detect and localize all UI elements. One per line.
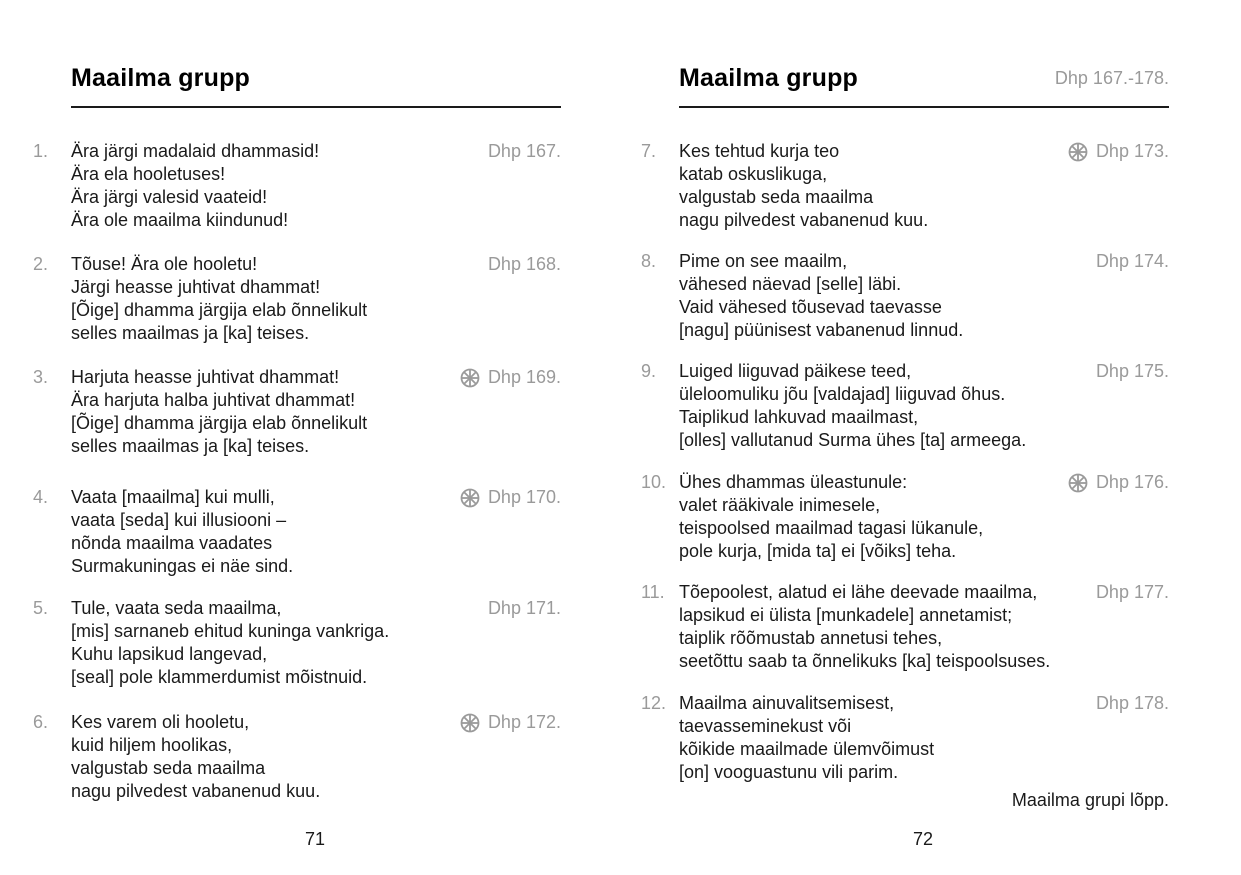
verse-line: Kes tehtud kurja teo xyxy=(679,141,840,161)
verse-number: 7. xyxy=(641,141,657,161)
verse-line: kõikide maailmade ülemvõimust xyxy=(679,739,935,759)
verse-line: Tule, vaata seda maailma, xyxy=(71,598,282,618)
verse-line: Harjuta heasse juhtivat dhammat! xyxy=(71,367,340,387)
verse-line: kuid hiljem hoolikas, xyxy=(71,735,233,755)
verse-text xyxy=(71,140,319,232)
verse-line: nagu pilvedest vabanenud kuu. xyxy=(71,781,321,801)
verse-text xyxy=(679,581,1050,673)
verse-reference xyxy=(1096,250,1169,273)
verse-line: üleloomuliku jõu [valdajad] liiguvad õhus. xyxy=(679,384,1006,404)
verse-text xyxy=(679,360,1026,452)
verse-line: Ära ole maailma kiindunud! xyxy=(71,210,289,230)
verse-number: 12. xyxy=(641,693,667,713)
page-title: Maailma grupp xyxy=(679,64,859,92)
verse-line: nagu pilvedest vabanenud kuu. xyxy=(679,210,929,230)
verse-text xyxy=(679,692,934,784)
verse-line: lapsikud ei ülista [munkadele] annetamist; xyxy=(679,605,1013,625)
verse-text xyxy=(71,597,389,689)
verse-text xyxy=(71,253,367,345)
title-divider xyxy=(679,106,1169,108)
verse-number: 6. xyxy=(33,712,49,732)
verse-number: 1. xyxy=(33,141,49,161)
verse-line: katab oskuslikuga, xyxy=(679,164,828,184)
verse-line: valgustab seda maailma xyxy=(71,758,266,778)
verse-line: Ära järgi madalaid dhammasid! xyxy=(71,141,320,161)
verse-reference xyxy=(1096,360,1169,383)
verse-line: vaata [seda] kui illusiooni – xyxy=(71,510,287,530)
verse-line: Maailma ainuvalitsemisest, xyxy=(679,693,895,713)
verse-line: Vaata [maailma] kui mulli, xyxy=(71,487,275,507)
verse-number: 8. xyxy=(641,251,657,271)
verse-line: [Õige] dhamma järgija elab õnnelikult xyxy=(71,413,368,433)
verse-reference xyxy=(1096,692,1169,715)
chapter-end-note: Maailma grupi lõpp. xyxy=(1011,790,1169,810)
reference-label: Dhp 176. xyxy=(1095,472,1169,492)
verse-line: [seal] pole klammerdumist mõistnuid. xyxy=(71,667,368,687)
verse-line: teispoolsed maailmad tagasi lükanule, xyxy=(679,518,984,538)
dhamma-wheel-icon xyxy=(460,368,480,388)
verse-line: selles maailmas ja [ka] teises. xyxy=(71,436,310,456)
reference-label: Dhp 177. xyxy=(1095,582,1169,602)
dhamma-wheel-icon xyxy=(460,713,480,733)
verse-line: Kuhu lapsikud langevad, xyxy=(71,644,268,664)
reference-label: Dhp 170. xyxy=(487,487,561,507)
verse-line: [on] vooguastunu vili parim. xyxy=(679,762,899,782)
verse-number: 9. xyxy=(641,361,657,381)
verse-text xyxy=(679,471,983,563)
right-page xyxy=(620,0,1241,875)
dhamma-wheel-icon xyxy=(1068,473,1088,493)
verse-line: valet rääkivale inimesele, xyxy=(679,495,881,515)
verse-reference xyxy=(1068,471,1169,494)
verse-line: taevasseminekust või xyxy=(679,716,852,736)
dhamma-wheel-icon xyxy=(1068,142,1088,162)
verse-text xyxy=(71,366,367,458)
verse-line: taiplik rõõmustab annetusi tehes, xyxy=(679,628,943,648)
verse-line: Taiplikud lahkuvad maailmast, xyxy=(679,407,919,427)
verse-line: Tõepoolest, alatud ei lähe deevade maailma, xyxy=(679,582,1038,602)
verse-number: 3. xyxy=(33,367,49,387)
verse-line: Ühes dhammas üleastunule: xyxy=(679,472,908,492)
verse-line: nõnda maailma vaadates xyxy=(71,533,273,553)
verse-text xyxy=(679,140,928,232)
verse-line: vähesed näevad [selle] läbi. xyxy=(679,274,902,294)
verse-line: [mis] sarnaneb ehitud kuninga vankriga. xyxy=(71,621,390,641)
verse-reference xyxy=(460,486,561,509)
reference-label: Dhp 175. xyxy=(1095,361,1169,381)
verse-text xyxy=(71,486,293,578)
verse-line: valgustab seda maailma xyxy=(679,187,874,207)
verse-reference xyxy=(488,140,561,163)
title-divider xyxy=(71,106,561,108)
verse-line: Ära ela hooletuses! xyxy=(71,164,226,184)
page-title: Maailma grupp xyxy=(71,64,251,92)
verse-number: 5. xyxy=(33,598,49,618)
verse-line: [olles] vallutanud Surma ühes [ta] armeega. xyxy=(679,430,1027,450)
verse-line: seetõttu saab ta õnnelikuks [ka] teispoolsuses. xyxy=(679,651,1051,671)
verse-line: pole kurja, [mida ta] ei [võiks] teha. xyxy=(679,541,957,561)
verse-number: 2. xyxy=(33,254,49,274)
verse-line: Surmakuningas ei näe sind. xyxy=(71,556,294,576)
verse-line: selles maailmas ja [ka] teises. xyxy=(71,323,310,343)
chapter-reference: Dhp 167.-178. xyxy=(1054,68,1169,88)
reference-label: Dhp 174. xyxy=(1095,251,1169,271)
reference-label: Dhp 178. xyxy=(1095,693,1169,713)
verse-reference xyxy=(460,366,561,389)
verse-line: Vaid vähesed tõusevad taevasse xyxy=(679,297,942,317)
verse-line: Kes varem oli hooletu, xyxy=(71,712,250,732)
verse-line: Järgi heasse juhtivat dhammat! xyxy=(71,277,321,297)
left-page xyxy=(0,0,620,875)
reference-label: Dhp 169. xyxy=(487,367,561,387)
verse-reference xyxy=(1068,140,1169,163)
dhamma-wheel-icon xyxy=(460,488,480,508)
reference-label: Dhp 168. xyxy=(487,254,561,274)
verse-reference xyxy=(488,597,561,620)
verse-number: 10. xyxy=(641,472,667,492)
verse-number: 11. xyxy=(641,582,665,602)
reference-label: Dhp 167. xyxy=(487,141,561,161)
reference-label: Dhp 171. xyxy=(487,598,561,618)
verse-reference xyxy=(460,711,561,734)
reference-label: Dhp 172. xyxy=(487,712,561,732)
verse-line: [nagu] püünisest vabanenud linnud. xyxy=(679,320,964,340)
verse-text xyxy=(679,250,963,342)
verse-number: 4. xyxy=(33,487,49,507)
verse-line: Luiged liiguvad päikese teed, xyxy=(679,361,912,381)
page-number: 72 xyxy=(913,829,934,849)
verse-line: Pime on see maailm, xyxy=(679,251,848,271)
verse-line: Tõuse! Ära ole hooletu! xyxy=(71,254,258,274)
verse-text xyxy=(71,711,320,803)
verse-reference xyxy=(1096,581,1169,604)
verse-line: [Õige] dhamma järgija elab õnnelikult xyxy=(71,300,368,320)
verse-line: Ära järgi valesid vaateid! xyxy=(71,187,268,207)
page-number: 71 xyxy=(305,829,326,849)
verse-line: Ära harjuta halba juhtivat dhammat! xyxy=(71,390,356,410)
verse-reference xyxy=(488,253,561,276)
reference-label: Dhp 173. xyxy=(1095,141,1169,161)
